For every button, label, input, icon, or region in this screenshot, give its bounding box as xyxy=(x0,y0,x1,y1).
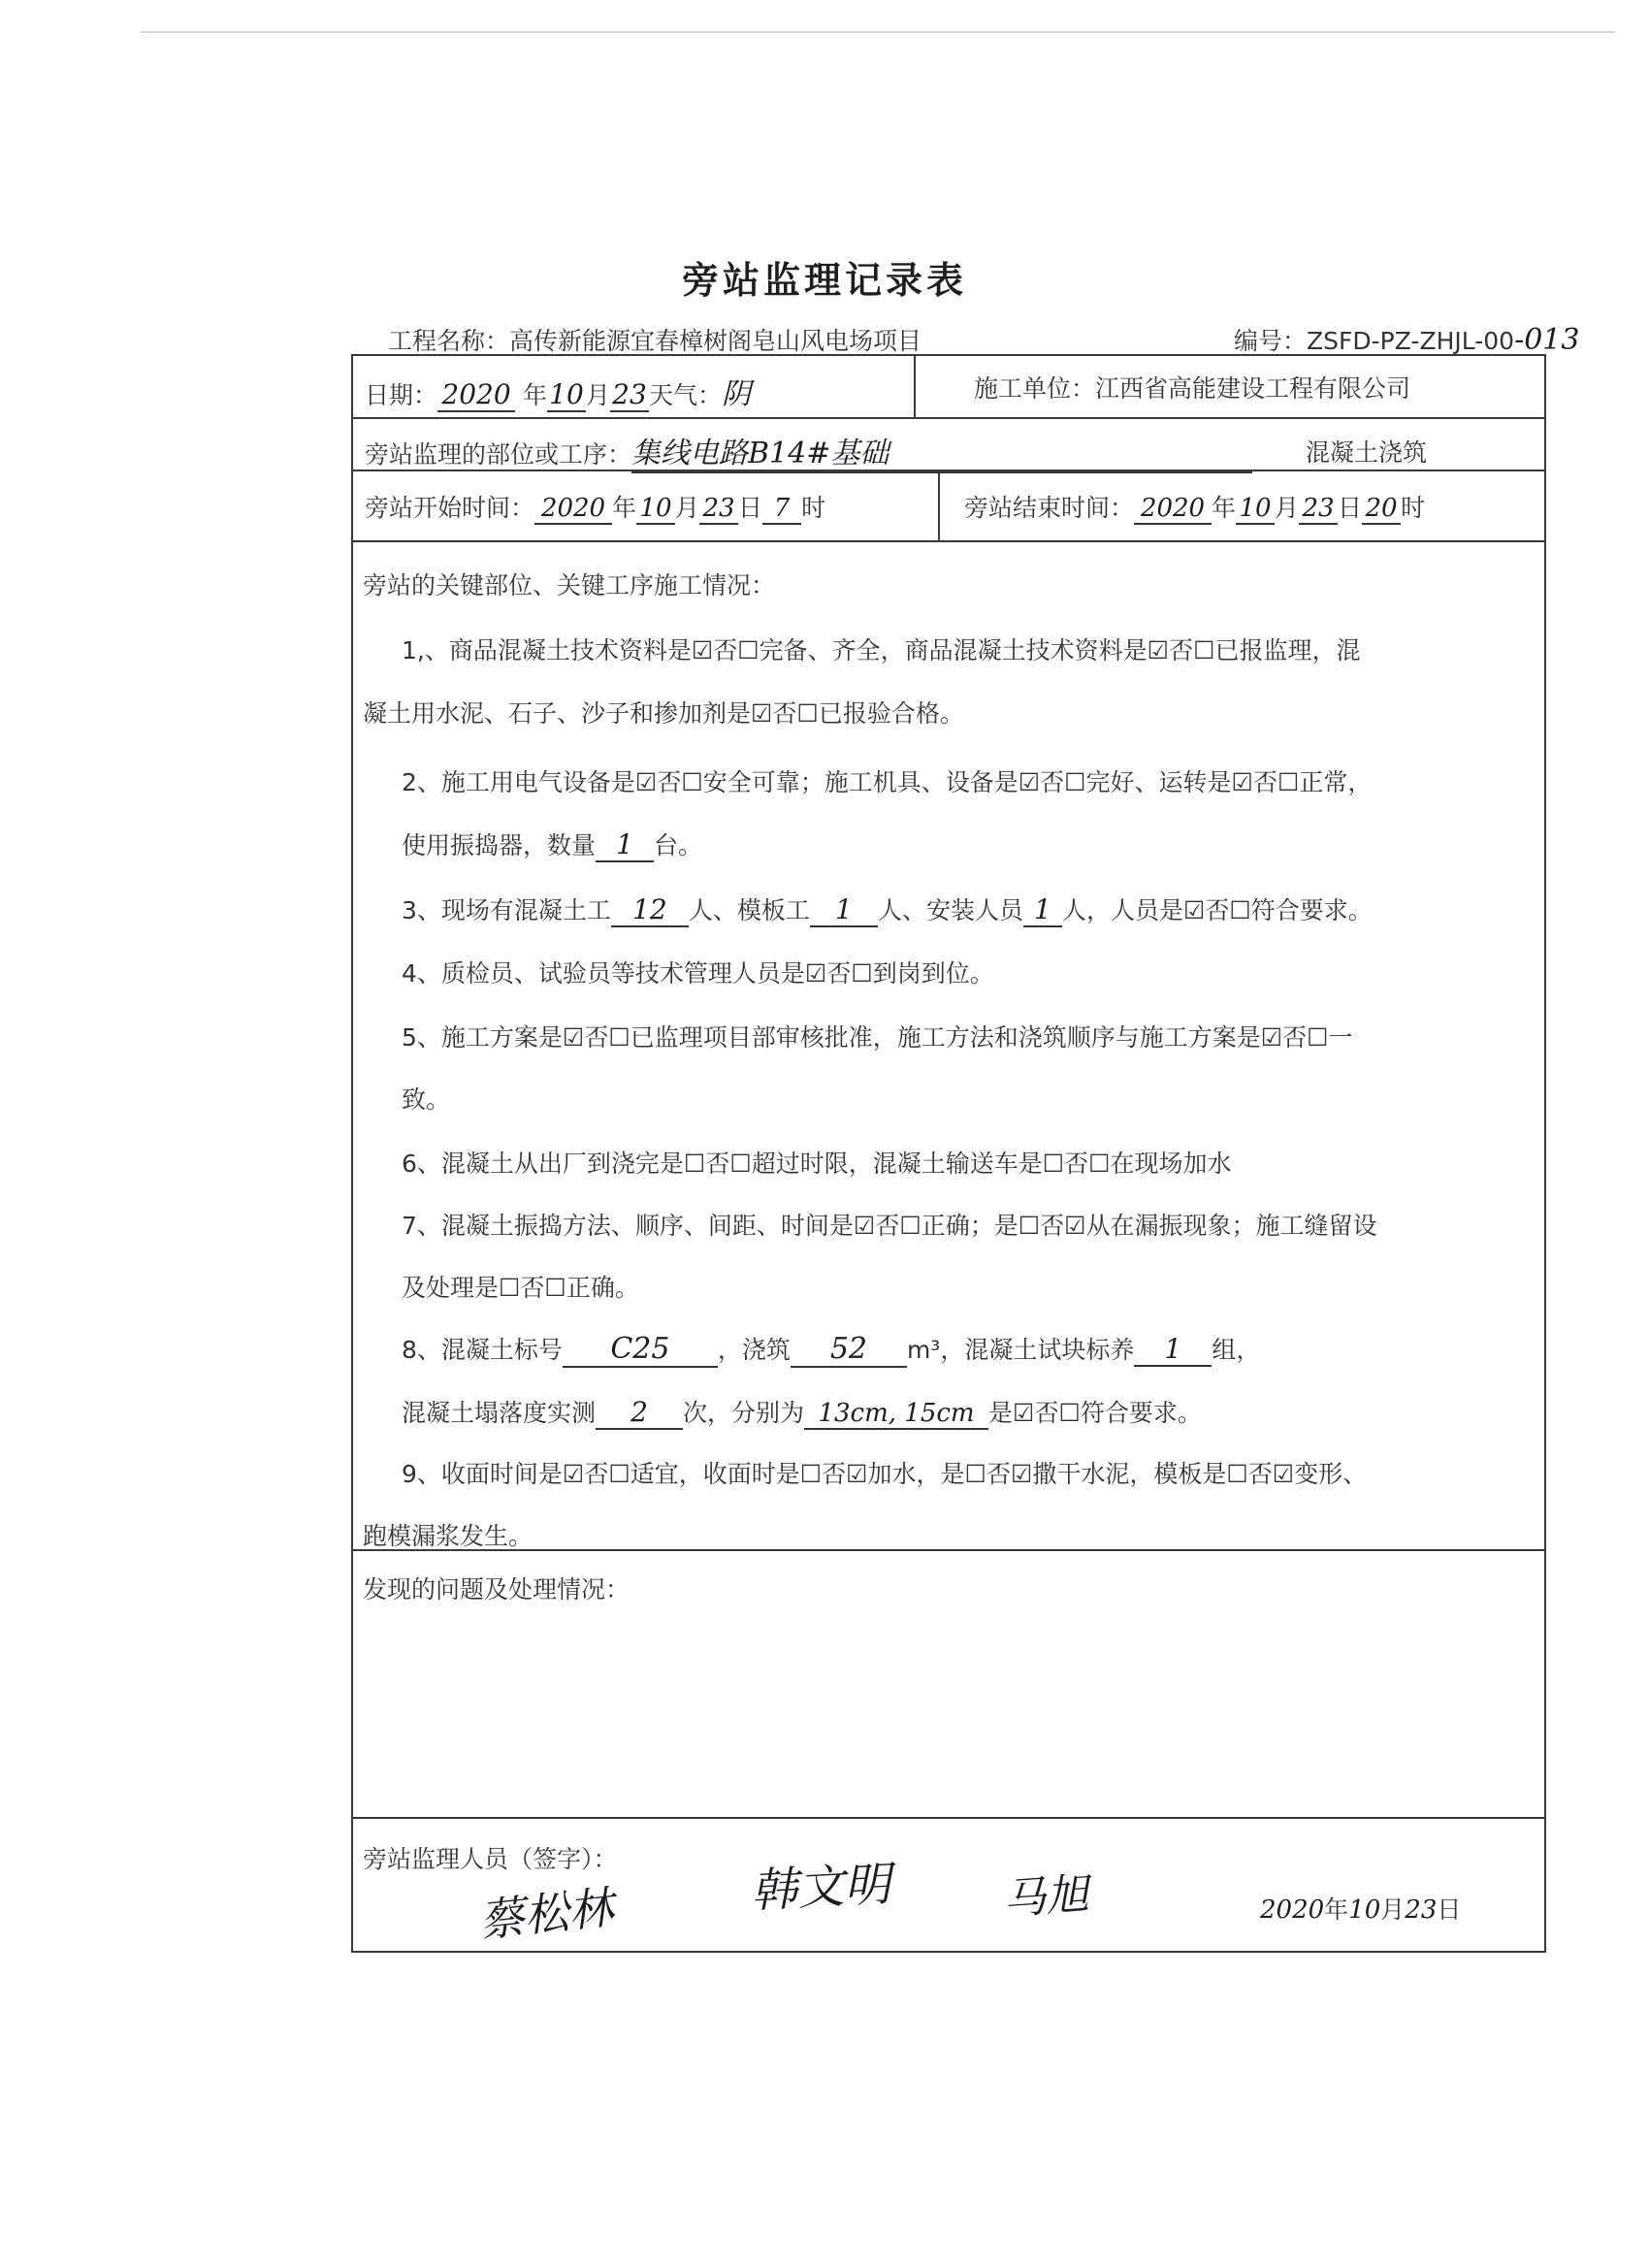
slump-results: 13cm, 15cm xyxy=(804,1399,988,1430)
specimen-label: m³，混凝土试块标养 xyxy=(906,1336,1135,1364)
month-unit: 月 xyxy=(585,381,610,409)
vibrator-count: 1 xyxy=(596,828,654,862)
signature-date xyxy=(1260,1891,1461,1926)
start-day-unit: 日 xyxy=(738,494,763,522)
slump-check: 是☑否☐符合要求。 xyxy=(988,1399,1202,1427)
vibrator-label: 使用振捣器，数量 xyxy=(402,831,597,859)
item-8-line-2 xyxy=(402,1394,1202,1430)
section-heading: 旁站的关键部位、关键工序施工情况： xyxy=(363,571,776,599)
start-year-unit: 年 xyxy=(612,494,637,522)
scan-edge xyxy=(141,31,1615,33)
end-day: 23 xyxy=(1299,494,1338,525)
groups-unit: 组， xyxy=(1212,1336,1261,1364)
project-name-line xyxy=(388,322,922,357)
supervision-location xyxy=(365,429,1252,473)
start-month: 10 xyxy=(636,494,675,525)
project-label: 工程名称： xyxy=(388,327,510,355)
item-9-line-1: 9、收面时间是☑否☐适宜，收面时是☐否☑加水，是☐否☑撒干水泥，模板是☐否☑变形、 xyxy=(402,1460,1368,1488)
item-8-line-1 xyxy=(402,1331,1260,1368)
start-day: 23 xyxy=(699,494,738,525)
start-hour: 7 xyxy=(762,494,801,525)
number-handwritten: -013 xyxy=(1514,323,1580,357)
number-label: 编号： xyxy=(1234,327,1308,355)
item-6: 6、混凝土从出厂到浇完是☐否☐超过时限，混凝土输送车是☐否☐在现场加水 xyxy=(402,1150,1232,1178)
item-1-line-1: 1,、商品混凝土技术资料是☑否☐完备、齐全，商品混凝土技术资料是☑否☐已报监理，混 xyxy=(402,636,1361,664)
col-divider xyxy=(914,356,916,417)
sig-date-year: 2020 xyxy=(1260,1895,1325,1925)
date-year: 2020 xyxy=(437,378,515,412)
page-title: 旁站监理记录表 xyxy=(681,259,967,302)
record-table xyxy=(351,354,1546,1953)
start-label: 旁站开始时间： xyxy=(365,494,535,522)
formwork-workers: 1 xyxy=(810,893,878,927)
end-month: 10 xyxy=(1236,494,1275,525)
project-name: 高传新能源宜春樟树阁皂山风电场项目 xyxy=(509,327,922,355)
start-month-unit: 月 xyxy=(675,494,700,522)
item-7-line-1: 7、混凝土振捣方法、顺序、间距、时间是☑否☐正确；是☐否☑从在漏振现象；施工缝留设 xyxy=(402,1212,1377,1240)
specimen-groups: 1 xyxy=(1134,1333,1212,1367)
grade-label: 8、混凝土标号 xyxy=(402,1336,563,1364)
sig-date-year-unit: 年 xyxy=(1324,1895,1349,1924)
col-divider xyxy=(938,470,940,540)
pour-volume: 52 xyxy=(791,1332,907,1368)
concrete-workers-label: 3、现场有混凝土工 xyxy=(402,896,611,924)
end-day-unit: 日 xyxy=(1338,494,1363,522)
end-label: 旁站结束时间： xyxy=(964,494,1135,522)
concrete-workers: 12 xyxy=(611,893,689,927)
signature-3: 马旭 xyxy=(1001,1868,1090,1925)
end-year-unit: 年 xyxy=(1212,494,1237,522)
item-4: 4、质检员、试验员等技术管理人员是☑否☐到岗到位。 xyxy=(402,959,994,988)
date-field xyxy=(365,370,751,412)
unit-value: 江西省高能建设工程有限公司 xyxy=(1095,374,1411,403)
end-time xyxy=(964,489,1425,525)
end-year: 2020 xyxy=(1134,494,1212,525)
end-hour: 20 xyxy=(1362,494,1401,525)
date-day: 23 xyxy=(610,378,649,412)
construction-unit xyxy=(974,370,1410,405)
item-5-line-1: 5、施工方案是☑否☐已监理项目部审核批准，施工方法和浇筑顺序与施工方案是☑否☐一 xyxy=(402,1023,1353,1052)
vibrator-unit: 台。 xyxy=(654,831,703,859)
date-label: 日期： xyxy=(365,381,438,409)
location-handwritten: 集线电路B14#基础 xyxy=(631,429,1252,473)
item-1-line-2: 凝土用水泥、石子、沙子和掺加剂是☑否☐已报验合格。 xyxy=(363,699,964,728)
formwork-label: 人、模板工 xyxy=(688,896,810,924)
document-number xyxy=(1234,322,1579,357)
start-time xyxy=(365,489,825,525)
row-divider xyxy=(353,1817,1544,1819)
row-divider xyxy=(353,417,1544,419)
weather-label: 天气： xyxy=(649,381,723,409)
year-unit: 年 xyxy=(522,381,547,409)
volume-label: ，浇筑 xyxy=(717,1336,791,1364)
sig-date-month-unit: 月 xyxy=(1380,1895,1406,1924)
process-name: 混凝土浇筑 xyxy=(1306,438,1428,467)
sig-date-day-unit: 日 xyxy=(1437,1895,1462,1924)
signature-label: 旁站监理人员（签字）： xyxy=(363,1845,618,1873)
slump-results-label: 次，分别为 xyxy=(683,1399,805,1427)
item-3 xyxy=(402,891,1373,927)
weather-value: 阴 xyxy=(722,377,752,411)
installers: 1 xyxy=(1023,893,1062,927)
item-2-line-2 xyxy=(402,826,702,862)
sig-date-month: 10 xyxy=(1348,1895,1381,1925)
location-label: 旁站监理的部位或工序： xyxy=(365,440,632,469)
issues-label: 发现的问题及处理情况： xyxy=(363,1575,630,1604)
row-divider xyxy=(353,540,1544,542)
number-printed: ZSFD-PZ-ZHJL-00 xyxy=(1307,327,1515,355)
item-5-line-2: 致。 xyxy=(402,1085,451,1114)
start-hour-unit: 时 xyxy=(801,494,826,522)
slump-label: 混凝土塌落度实测 xyxy=(402,1399,597,1427)
signature-1: 蔡松林 xyxy=(476,1880,616,1948)
item-7-line-2: 及处理是☐否☐正确。 xyxy=(402,1274,639,1302)
installers-label: 人、安装人员 xyxy=(877,896,1023,924)
end-month-unit: 月 xyxy=(1275,494,1300,522)
date-month: 10 xyxy=(547,378,586,412)
item-9-line-2: 跑模漏浆发生。 xyxy=(363,1522,534,1550)
signature-2: 韩文明 xyxy=(749,1857,892,1919)
slump-tests: 2 xyxy=(596,1396,683,1430)
start-year: 2020 xyxy=(534,494,612,525)
unit-label: 施工单位： xyxy=(974,374,1096,403)
item-2-line-1: 2、施工用电气设备是☑否☐安全可靠；施工机具、设备是☑否☐完好、运转是☑否☐正常， xyxy=(402,768,1373,796)
sig-date-day: 23 xyxy=(1405,1895,1438,1925)
personnel-check: 人，人员是☑否☐符合要求。 xyxy=(1061,896,1373,924)
end-hour-unit: 时 xyxy=(1401,494,1426,522)
concrete-grade: C25 xyxy=(563,1332,718,1368)
